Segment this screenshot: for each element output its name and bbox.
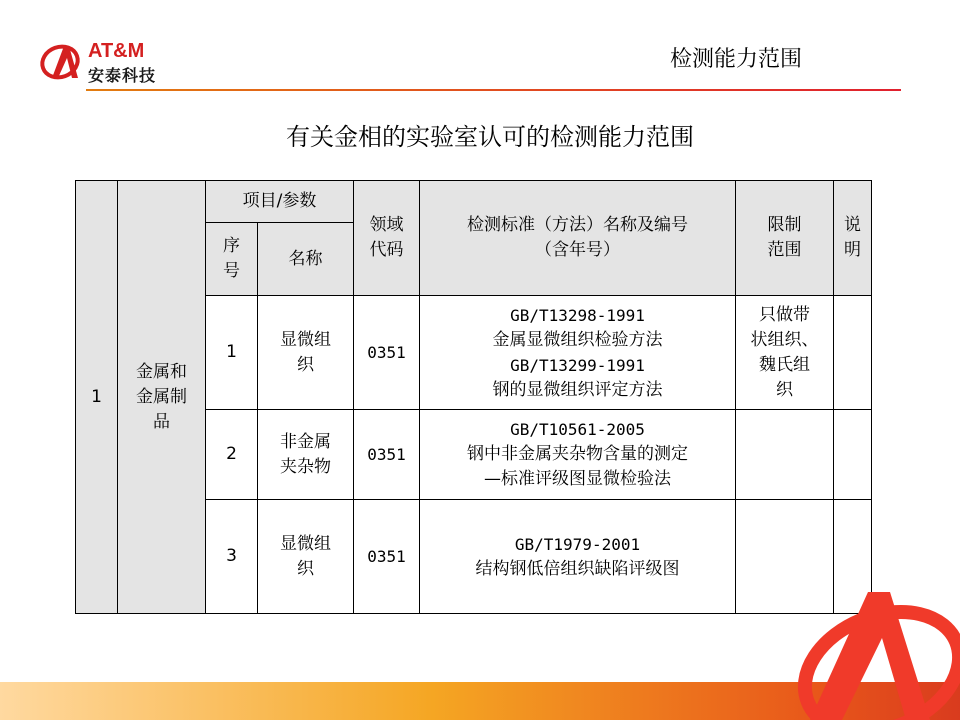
header-domain-code: 领域 代码 <box>354 181 420 296</box>
logo-text-en: AT&M <box>88 40 145 62</box>
group-category: 金属和 金属制 品 <box>118 181 206 614</box>
row-standard: GB/T1979-2001 结构钢低倍组织缺陷评级图 <box>420 500 736 614</box>
row-seq: 2 <box>206 410 258 500</box>
row-standard: GB/T10561-2005 钢中非金属夹杂物含量的测定 —标准评级图显微检验法 <box>420 410 736 500</box>
header-seq: 序 号 <box>206 223 258 296</box>
header-name: 名称 <box>258 223 354 296</box>
row-code: 0351 <box>354 296 420 410</box>
capability-table <box>75 180 872 614</box>
row-note <box>834 410 872 500</box>
row-seq: 1 <box>206 296 258 410</box>
row-code: 0351 <box>354 500 420 614</box>
row-seq: 3 <box>206 500 258 614</box>
logo-mark-icon <box>38 38 86 84</box>
row-name: 非金属 夹杂物 <box>258 410 354 500</box>
row-limit: 只做带 状组织、 魏氏组 织 <box>736 296 834 410</box>
row-name: 显微组 织 <box>258 500 354 614</box>
header-divider <box>86 89 901 91</box>
page-title: 有关金相的实验室认可的检测能力范围 <box>286 123 694 151</box>
header-standard: 检测标准（方法）名称及编号 （含年号） <box>420 181 736 296</box>
header-item-param: 项目/参数 <box>206 181 354 223</box>
watermark-logo-icon <box>790 572 960 720</box>
header-limit: 限制 范围 <box>736 181 834 296</box>
row-name: 显微组 织 <box>258 296 354 410</box>
logo-text-cn: 安泰科技 <box>88 66 157 85</box>
header-note: 说 明 <box>834 181 872 296</box>
row-limit <box>736 410 834 500</box>
row-standard: GB/T13298-1991 金属显微组织检验方法 GB/T13299-1991 钢的显微组织评定方法 <box>420 296 736 410</box>
header-title: 检测能力范围 <box>669 47 802 72</box>
company-logo <box>38 38 173 86</box>
row-note <box>834 296 872 410</box>
row-code: 0351 <box>354 410 420 500</box>
group-index: 1 <box>76 181 118 614</box>
